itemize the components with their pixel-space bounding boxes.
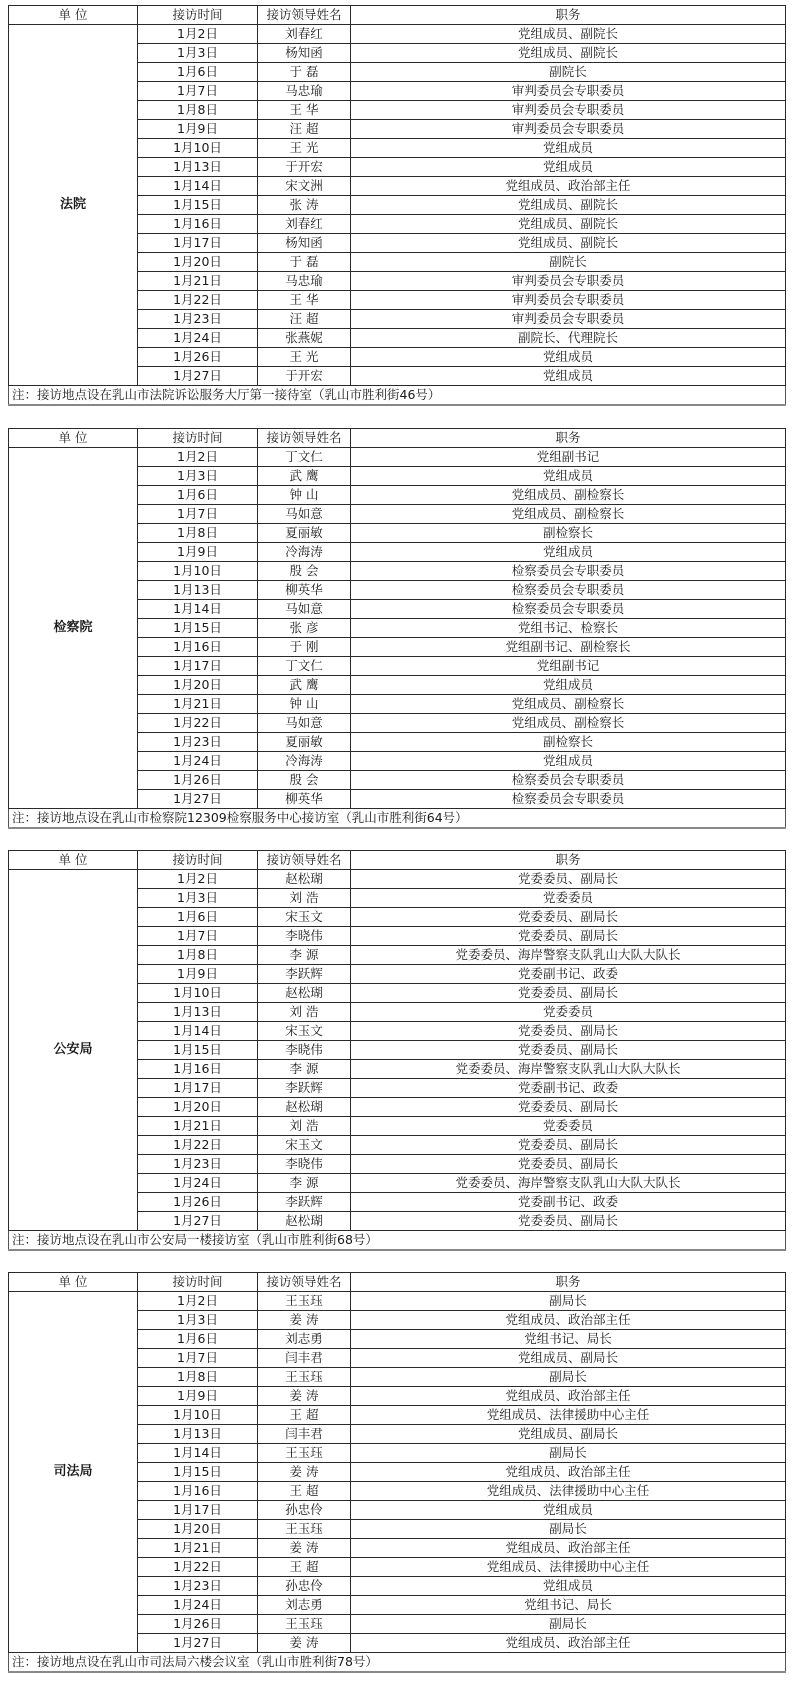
table-row: [9, 448, 786, 467]
schedule-table-justice: [8, 1272, 785, 1673]
leader-cell: 于 刚: [258, 638, 351, 657]
leader-cell: 王 光: [258, 139, 351, 158]
unit-cell: 公安局: [9, 870, 138, 1231]
title-cell: 检察委员会专职委员: [351, 790, 786, 809]
leader-cell: 冷海涛: [258, 543, 351, 562]
leader-cell: 冷海涛: [258, 752, 351, 771]
note-row: [9, 1231, 786, 1251]
leader-cell: 刘春红: [258, 215, 351, 234]
title-cell: 党组成员: [351, 367, 786, 386]
date-cell: 1月15日: [138, 1041, 258, 1060]
title-cell: 党组成员、副局长: [351, 1349, 786, 1368]
title-cell: 检察委员会专职委员: [351, 562, 786, 581]
unit-cell: 法院: [9, 25, 138, 386]
date-cell: 1月10日: [138, 562, 258, 581]
title-cell: 党组成员、副检察长: [351, 486, 786, 505]
date-cell: 1月20日: [138, 253, 258, 272]
date-cell: 1月20日: [138, 1098, 258, 1117]
title-cell: 党委副书记、政委: [351, 1079, 786, 1098]
header-unit: 单 位: [9, 6, 138, 25]
leader-cell: 闫丰君: [258, 1349, 351, 1368]
title-cell: 检察委员会专职委员: [351, 600, 786, 619]
table: [8, 1272, 786, 1673]
leader-cell: 马如意: [258, 600, 351, 619]
leader-cell: 闫丰君: [258, 1425, 351, 1444]
leader-cell: 钟 山: [258, 695, 351, 714]
title-cell: 党组书记、局长: [351, 1596, 786, 1615]
title-cell: 党委委员、副局长: [351, 927, 786, 946]
leader-cell: 宋玉文: [258, 908, 351, 927]
title-cell: 审判委员会专职委员: [351, 82, 786, 101]
title-cell: 党组成员: [351, 139, 786, 158]
note-row: [9, 809, 786, 829]
title-cell: 党组成员: [351, 1501, 786, 1520]
date-cell: 1月22日: [138, 714, 258, 733]
leader-cell: 王玉珏: [258, 1444, 351, 1463]
schedule-table-court: [8, 5, 785, 406]
leader-cell: 姜 涛: [258, 1311, 351, 1330]
leader-cell: 李 源: [258, 1174, 351, 1193]
leader-cell: 汪 超: [258, 120, 351, 139]
header-title: 职务: [351, 6, 786, 25]
date-cell: 1月26日: [138, 348, 258, 367]
title-cell: 审判委员会专职委员: [351, 101, 786, 120]
leader-cell: 姜 涛: [258, 1634, 351, 1653]
leader-cell: 于 磊: [258, 253, 351, 272]
schedule-table-police: [8, 850, 785, 1251]
leader-cell: 殷 会: [258, 562, 351, 581]
title-cell: 党委委员: [351, 1003, 786, 1022]
title-cell: 党组副书记、副检察长: [351, 638, 786, 657]
title-cell: 党组成员、政治部主任: [351, 177, 786, 196]
title-cell: 副局长: [351, 1615, 786, 1634]
leader-cell: 武 鹰: [258, 676, 351, 695]
date-cell: 1月26日: [138, 1193, 258, 1212]
leader-cell: 武 鹰: [258, 467, 351, 486]
title-cell: 党组成员、副院长: [351, 25, 786, 44]
date-cell: 1月13日: [138, 1425, 258, 1444]
date-cell: 1月24日: [138, 1174, 258, 1193]
date-cell: 1月9日: [138, 965, 258, 984]
date-cell: 1月3日: [138, 467, 258, 486]
table-row: [9, 25, 786, 44]
title-cell: 党组成员、政治部主任: [351, 1539, 786, 1558]
date-cell: 1月21日: [138, 272, 258, 291]
date-cell: 1月24日: [138, 752, 258, 771]
date-cell: 1月27日: [138, 367, 258, 386]
date-cell: 1月21日: [138, 1117, 258, 1136]
title-cell: 党组成员: [351, 158, 786, 177]
date-cell: 1月6日: [138, 486, 258, 505]
leader-cell: 赵松瑚: [258, 984, 351, 1003]
leader-cell: 张 涛: [258, 196, 351, 215]
title-cell: 党组成员: [351, 676, 786, 695]
header-date: 接访时间: [138, 1273, 258, 1292]
leader-cell: 王玉珏: [258, 1292, 351, 1311]
header-date: 接访时间: [138, 851, 258, 870]
title-cell: 副局长: [351, 1368, 786, 1387]
title-cell: 党组成员、副检察长: [351, 695, 786, 714]
date-cell: 1月23日: [138, 1577, 258, 1596]
title-cell: 党组成员、法律援助中心主任: [351, 1482, 786, 1501]
date-cell: 1月10日: [138, 139, 258, 158]
title-cell: 检察委员会专职委员: [351, 581, 786, 600]
title-cell: 党委委员、海岸警察支队乳山大队大队长: [351, 1060, 786, 1079]
date-cell: 1月2日: [138, 870, 258, 889]
table: [8, 850, 786, 1251]
date-cell: 1月3日: [138, 889, 258, 908]
title-cell: 党组成员、副局长: [351, 1425, 786, 1444]
leader-cell: 钟 山: [258, 486, 351, 505]
date-cell: 1月14日: [138, 177, 258, 196]
title-cell: 党委副书记、政委: [351, 965, 786, 984]
leader-cell: 王 超: [258, 1406, 351, 1425]
date-cell: 1月3日: [138, 1311, 258, 1330]
leader-cell: 李跃辉: [258, 1193, 351, 1212]
leader-cell: 李晓伟: [258, 927, 351, 946]
unit-cell: 司法局: [9, 1292, 138, 1653]
leader-cell: 夏丽敏: [258, 733, 351, 752]
leader-cell: 张燕妮: [258, 329, 351, 348]
title-cell: 党组副书记: [351, 448, 786, 467]
date-cell: 1月23日: [138, 733, 258, 752]
header-row: [9, 429, 786, 448]
leader-cell: 李 源: [258, 1060, 351, 1079]
header-date: 接访时间: [138, 6, 258, 25]
title-cell: 审判委员会专职委员: [351, 272, 786, 291]
title-cell: 党组书记、局长: [351, 1330, 786, 1349]
title-cell: 党组成员、副检察长: [351, 714, 786, 733]
date-cell: 1月16日: [138, 638, 258, 657]
leader-cell: 李晓伟: [258, 1155, 351, 1174]
title-cell: 党组成员、副院长: [351, 44, 786, 63]
title-cell: 党委委员、海岸警察支队乳山大队大队长: [351, 946, 786, 965]
date-cell: 1月14日: [138, 1444, 258, 1463]
leader-cell: 于开宏: [258, 158, 351, 177]
date-cell: 1月7日: [138, 82, 258, 101]
title-cell: 党组副书记: [351, 657, 786, 676]
date-cell: 1月9日: [138, 543, 258, 562]
date-cell: 1月20日: [138, 1520, 258, 1539]
date-cell: 1月22日: [138, 1136, 258, 1155]
title-cell: 党组成员、法律援助中心主任: [351, 1558, 786, 1577]
unit-cell: 检察院: [9, 448, 138, 809]
leader-cell: 马如意: [258, 505, 351, 524]
date-cell: 1月27日: [138, 790, 258, 809]
date-cell: 1月27日: [138, 1634, 258, 1653]
leader-cell: 马如意: [258, 714, 351, 733]
date-cell: 1月7日: [138, 927, 258, 946]
date-cell: 1月17日: [138, 234, 258, 253]
leader-cell: 王 华: [258, 291, 351, 310]
leader-cell: 赵松瑚: [258, 870, 351, 889]
header-unit: 单 位: [9, 1273, 138, 1292]
leader-cell: 刘 浩: [258, 889, 351, 908]
title-cell: 党组成员、法律援助中心主任: [351, 1406, 786, 1425]
leader-cell: 王 光: [258, 348, 351, 367]
date-cell: 1月9日: [138, 120, 258, 139]
date-cell: 1月17日: [138, 1501, 258, 1520]
location-note: 注：接访地点设在乳山市公安局一楼接访室（乳山市胜利街68号）: [9, 1231, 786, 1251]
date-cell: 1月22日: [138, 1558, 258, 1577]
date-cell: 1月8日: [138, 524, 258, 543]
header-date: 接访时间: [138, 429, 258, 448]
date-cell: 1月15日: [138, 1463, 258, 1482]
title-cell: 副局长: [351, 1292, 786, 1311]
header-title: 职务: [351, 429, 786, 448]
title-cell: 副院长、代理院长: [351, 329, 786, 348]
header-title: 职务: [351, 1273, 786, 1292]
title-cell: 党委委员、副局长: [351, 1136, 786, 1155]
leader-cell: 夏丽敏: [258, 524, 351, 543]
title-cell: 党委委员、副局长: [351, 870, 786, 889]
date-cell: 1月6日: [138, 908, 258, 927]
title-cell: 党委委员、副局长: [351, 1041, 786, 1060]
header-leader: 接访领导姓名: [258, 429, 351, 448]
leader-cell: 赵松瑚: [258, 1212, 351, 1231]
date-cell: 1月15日: [138, 619, 258, 638]
title-cell: 副局长: [351, 1444, 786, 1463]
location-note: 注：接访地点设在乳山市检察院12309检察服务中心接访室（乳山市胜利街64号）: [9, 809, 786, 829]
title-cell: 党组成员、政治部主任: [351, 1463, 786, 1482]
title-cell: 党组成员、副院长: [351, 234, 786, 253]
leader-cell: 孙忠伶: [258, 1577, 351, 1596]
leader-cell: 王 华: [258, 101, 351, 120]
title-cell: 党委委员、副局长: [351, 1022, 786, 1041]
leader-cell: 刘志勇: [258, 1596, 351, 1615]
date-cell: 1月8日: [138, 1368, 258, 1387]
date-cell: 1月3日: [138, 44, 258, 63]
leader-cell: 宋玉文: [258, 1022, 351, 1041]
note-row: [9, 386, 786, 406]
date-cell: 1月26日: [138, 771, 258, 790]
leader-cell: 汪 超: [258, 310, 351, 329]
table-row: [9, 870, 786, 889]
title-cell: 党委副书记、政委: [351, 1193, 786, 1212]
leader-cell: 宋文洲: [258, 177, 351, 196]
date-cell: 1月15日: [138, 196, 258, 215]
title-cell: 党组成员: [351, 752, 786, 771]
date-cell: 1月6日: [138, 63, 258, 82]
title-cell: 党组成员、政治部主任: [351, 1311, 786, 1330]
header-row: [9, 1273, 786, 1292]
leader-cell: 李跃辉: [258, 965, 351, 984]
table-row: [9, 1292, 786, 1311]
leader-cell: 王玉珏: [258, 1368, 351, 1387]
date-cell: 1月16日: [138, 1482, 258, 1501]
title-cell: 党委委员、副局长: [351, 1155, 786, 1174]
date-cell: 1月7日: [138, 1349, 258, 1368]
leader-cell: 宋玉文: [258, 1136, 351, 1155]
header-leader: 接访领导姓名: [258, 1273, 351, 1292]
title-cell: 检察委员会专职委员: [351, 771, 786, 790]
leader-cell: 李跃辉: [258, 1079, 351, 1098]
title-cell: 党组成员: [351, 348, 786, 367]
date-cell: 1月9日: [138, 1387, 258, 1406]
date-cell: 1月23日: [138, 310, 258, 329]
leader-cell: 王玉珏: [258, 1615, 351, 1634]
date-cell: 1月17日: [138, 1079, 258, 1098]
leader-cell: 柳英华: [258, 790, 351, 809]
title-cell: 审判委员会专职委员: [351, 120, 786, 139]
title-cell: 党组成员、政治部主任: [351, 1634, 786, 1653]
header-row: [9, 6, 786, 25]
date-cell: 1月24日: [138, 1596, 258, 1615]
leader-cell: 杨知函: [258, 44, 351, 63]
leader-cell: 李晓伟: [258, 1041, 351, 1060]
date-cell: 1月10日: [138, 984, 258, 1003]
title-cell: 党委委员、副局长: [351, 908, 786, 927]
leader-cell: 于 磊: [258, 63, 351, 82]
title-cell: 党委委员、海岸警察支队乳山大队大队长: [351, 1174, 786, 1193]
table: [8, 428, 786, 829]
leader-cell: 李 源: [258, 946, 351, 965]
title-cell: 副局长: [351, 1520, 786, 1539]
title-cell: 党委委员、副局长: [351, 1098, 786, 1117]
leader-cell: 于开宏: [258, 367, 351, 386]
date-cell: 1月2日: [138, 448, 258, 467]
title-cell: 副院长: [351, 63, 786, 82]
leader-cell: 姜 涛: [258, 1387, 351, 1406]
date-cell: 1月24日: [138, 329, 258, 348]
date-cell: 1月23日: [138, 1155, 258, 1174]
header-title: 职务: [351, 851, 786, 870]
date-cell: 1月16日: [138, 215, 258, 234]
title-cell: 党组成员、政治部主任: [351, 1387, 786, 1406]
date-cell: 1月17日: [138, 657, 258, 676]
header-unit: 单 位: [9, 851, 138, 870]
leader-cell: 王 超: [258, 1482, 351, 1501]
title-cell: 党组成员、副院长: [351, 196, 786, 215]
leader-cell: 姜 涛: [258, 1463, 351, 1482]
leader-cell: 丁文仁: [258, 657, 351, 676]
schedule-table-procuratorate: [8, 428, 785, 829]
note-row: [9, 1653, 786, 1673]
date-cell: 1月27日: [138, 1212, 258, 1231]
title-cell: 党组成员: [351, 467, 786, 486]
leader-cell: 王 超: [258, 1558, 351, 1577]
date-cell: 1月26日: [138, 1615, 258, 1634]
header-row: [9, 851, 786, 870]
leader-cell: 马忠瑜: [258, 82, 351, 101]
title-cell: 审判委员会专职委员: [351, 291, 786, 310]
leader-cell: 杨知函: [258, 234, 351, 253]
leader-cell: 姜 涛: [258, 1539, 351, 1558]
leader-cell: 王玉珏: [258, 1520, 351, 1539]
leader-cell: 柳英华: [258, 581, 351, 600]
date-cell: 1月14日: [138, 600, 258, 619]
title-cell: 党委委员: [351, 1117, 786, 1136]
leader-cell: 刘 浩: [258, 1117, 351, 1136]
date-cell: 1月21日: [138, 1539, 258, 1558]
header-unit: 单 位: [9, 429, 138, 448]
leader-cell: 丁文仁: [258, 448, 351, 467]
leader-cell: 刘春红: [258, 25, 351, 44]
table: [8, 5, 786, 406]
leader-cell: 马忠瑜: [258, 272, 351, 291]
date-cell: 1月10日: [138, 1406, 258, 1425]
leader-cell: 刘志勇: [258, 1330, 351, 1349]
title-cell: 党组成员: [351, 543, 786, 562]
date-cell: 1月13日: [138, 581, 258, 600]
title-cell: 党委委员、副局长: [351, 984, 786, 1003]
date-cell: 1月13日: [138, 1003, 258, 1022]
location-note: 注：接访地点设在乳山市法院诉讼服务大厅第一接待室（乳山市胜利街46号）: [9, 386, 786, 406]
title-cell: 审判委员会专职委员: [351, 310, 786, 329]
date-cell: 1月14日: [138, 1022, 258, 1041]
date-cell: 1月2日: [138, 1292, 258, 1311]
title-cell: 副院长: [351, 253, 786, 272]
leader-cell: 赵松瑚: [258, 1098, 351, 1117]
date-cell: 1月22日: [138, 291, 258, 310]
title-cell: 党组成员、副院长: [351, 215, 786, 234]
title-cell: 副检察长: [351, 524, 786, 543]
title-cell: 党组成员: [351, 1577, 786, 1596]
date-cell: 1月7日: [138, 505, 258, 524]
title-cell: 党组成员、副检察长: [351, 505, 786, 524]
leader-cell: 殷 会: [258, 771, 351, 790]
date-cell: 1月21日: [138, 695, 258, 714]
leader-cell: 孙忠伶: [258, 1501, 351, 1520]
title-cell: 党委委员: [351, 889, 786, 908]
date-cell: 1月8日: [138, 101, 258, 120]
title-cell: 副检察长: [351, 733, 786, 752]
date-cell: 1月16日: [138, 1060, 258, 1079]
leader-cell: 刘 浩: [258, 1003, 351, 1022]
header-leader: 接访领导姓名: [258, 851, 351, 870]
date-cell: 1月8日: [138, 946, 258, 965]
title-cell: 党组书记、检察长: [351, 619, 786, 638]
date-cell: 1月20日: [138, 676, 258, 695]
date-cell: 1月13日: [138, 158, 258, 177]
date-cell: 1月2日: [138, 25, 258, 44]
header-leader: 接访领导姓名: [258, 6, 351, 25]
leader-cell: 张 彦: [258, 619, 351, 638]
title-cell: 党委委员、副局长: [351, 1212, 786, 1231]
date-cell: 1月6日: [138, 1330, 258, 1349]
location-note: 注：接访地点设在乳山市司法局六楼会议室（乳山市胜利街78号）: [9, 1653, 786, 1673]
